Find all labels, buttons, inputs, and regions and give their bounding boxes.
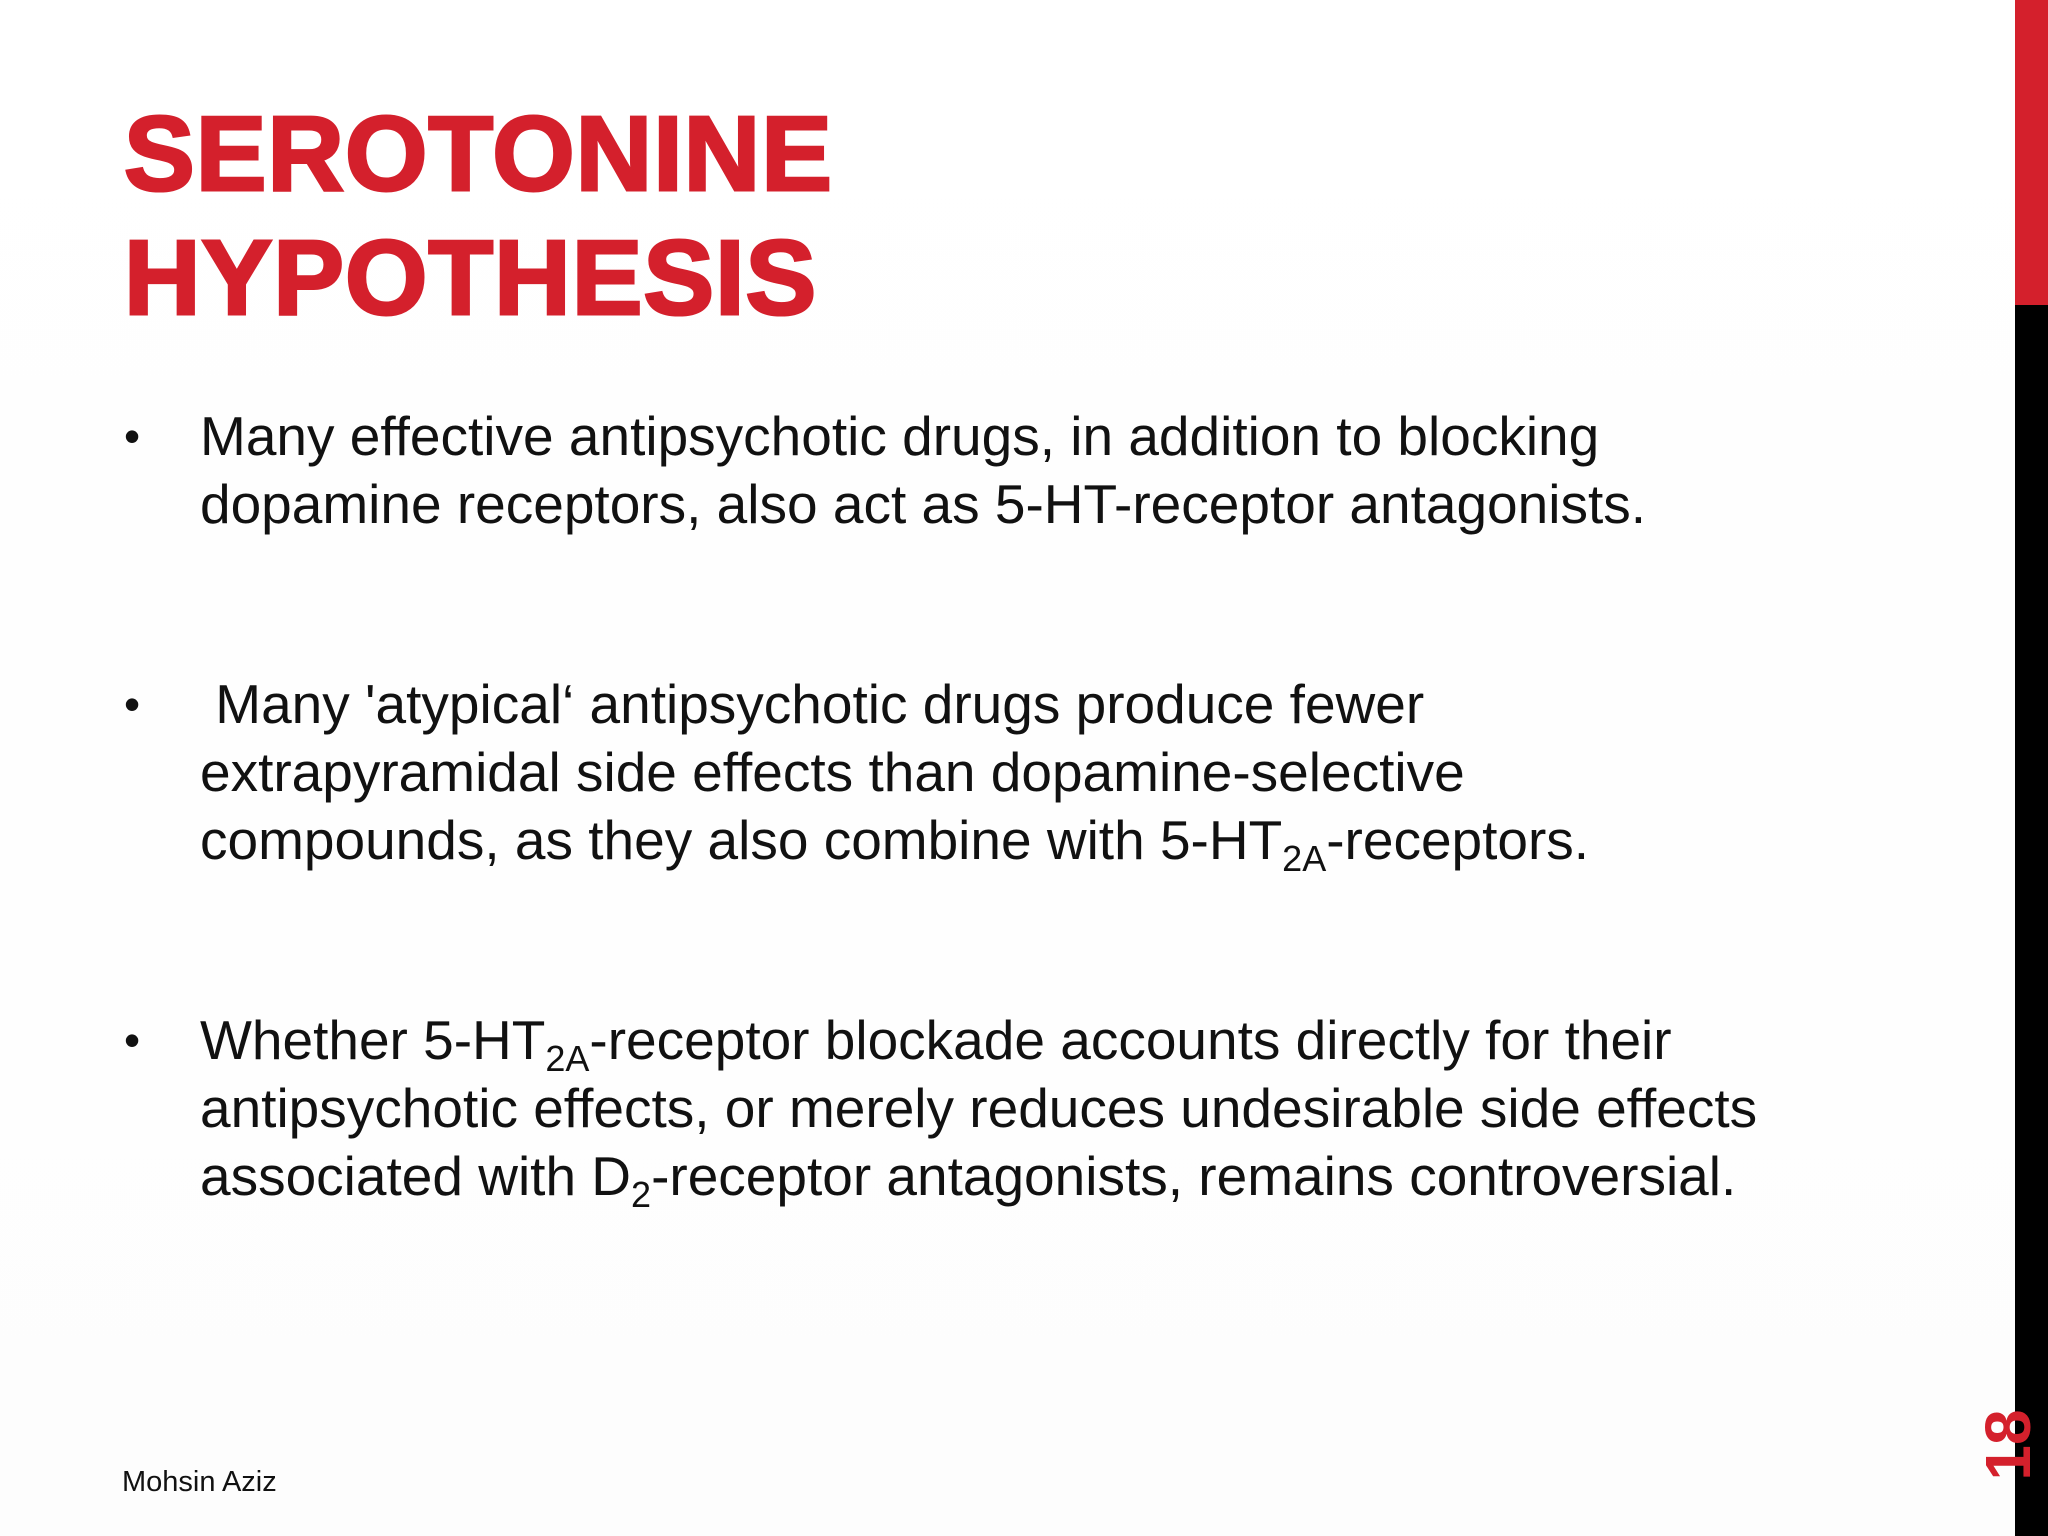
bullet-text: Many effective antipsychotic drugs, in addition to blocking dopamine receptors, also act as 5-HT-receptor antagonists. xyxy=(200,405,1647,535)
bullet-text-middle: -receptor blockade accounts directly for their antipsychotic effects, or merely reduces undesirable side effects associated with D xyxy=(200,1009,1758,1207)
bullet-list xyxy=(124,402,1764,1215)
bullet-text: Whether 5-HT xyxy=(200,1009,546,1071)
bullet-icon: • xyxy=(124,410,141,462)
bullet-subscript-1: 2A xyxy=(545,1038,590,1079)
accent-bar-red xyxy=(2015,0,2048,305)
bullet-icon: • xyxy=(124,678,141,730)
accent-bar-black xyxy=(2015,305,2048,1536)
bullet-item-2 xyxy=(124,670,1764,879)
title-line-2: HYPOTHESIS xyxy=(124,219,818,337)
bullet-text-after: -receptor antagonists, remains controversial. xyxy=(651,1145,1737,1207)
bullet-text-after: -receptors. xyxy=(1326,809,1590,871)
bullet-item-1 xyxy=(124,402,1764,538)
bullet-subscript: 2A xyxy=(1282,838,1327,879)
bullet-subscript-2: 2 xyxy=(631,1174,652,1215)
slide-title xyxy=(124,92,833,340)
bullet-icon: • xyxy=(124,1014,141,1066)
page-number-text: 18 xyxy=(1972,1409,2044,1481)
bullet-item-3 xyxy=(124,1006,1764,1215)
footer-author: Mohsin Aziz xyxy=(122,1466,277,1498)
bullet-text: Many 'atypical‘ antipsychotic drugs produce fewer extrapyramidal side effects than dopamine-selective compounds, as they also combine with 5-HT xyxy=(200,673,1480,871)
title-line-1: SEROTONINE xyxy=(124,95,833,213)
